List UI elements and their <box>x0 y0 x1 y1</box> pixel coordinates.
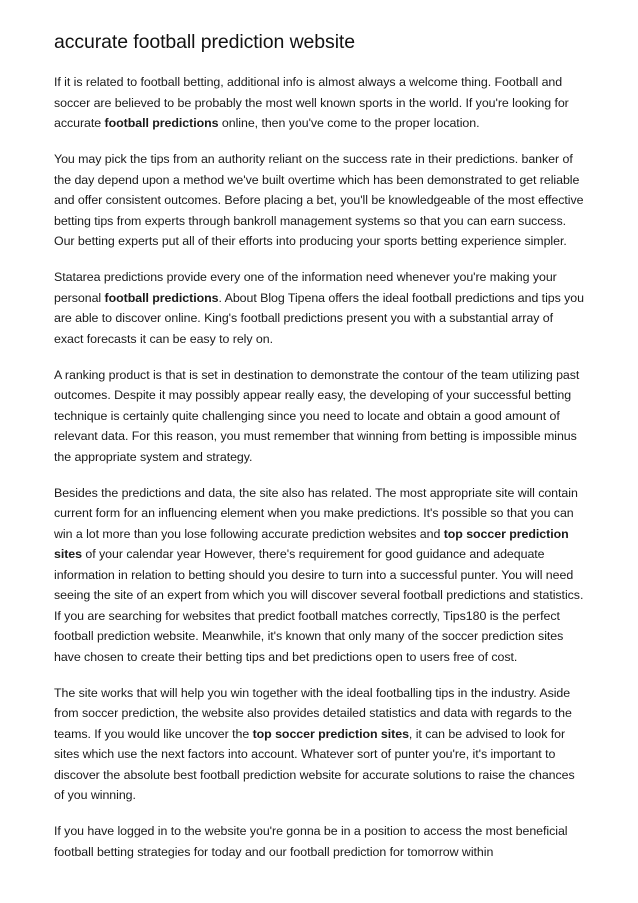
paragraph <box>54 683 584 806</box>
document-page <box>54 30 584 878</box>
text-segment: , it can be advised to look for sites which use the next factors into account. Whatever sort of punter you're, it's important to discover the absolute best football prediction website for accurate solutions to raise the chances of you winning. <box>54 726 575 802</box>
text-segment: If you have logged in to the website you're gonna be in a position to access the most beneficial football betting strategies for today and our football prediction for tomorrow within <box>54 824 568 859</box>
text-segment: The site works that will help you win together with the ideal footballing tips in the industry. Aside from soccer prediction, the website also provides detailed statistics and data with regards to the teams. If you would like uncover the <box>54 685 572 741</box>
paragraph <box>54 267 584 349</box>
text-segment: online, then you've come to the proper location. <box>218 116 480 130</box>
paragraph <box>54 365 584 468</box>
bold-keyword: football predictions <box>104 116 219 130</box>
bold-keyword: top soccer prediction sites <box>252 726 409 741</box>
text-segment: A ranking product is that is set in destination to demonstrate the contour of the team utilizing past outcomes. Despite it may possibly appear really easy, the developing of your successful betting technique is certainly quite challenging since you need to locate and obtain a good amount of relevant data. For this reason, you must remember that winning from betting is impossible minus the appropriate system and strategy. <box>54 367 580 464</box>
paragraph <box>54 149 584 252</box>
paragraph <box>54 72 584 134</box>
bold-keyword: football predictions <box>104 290 219 305</box>
text-segment: You may pick the tips from an authority reliant on the success rate in their predictions. banker of the day depend upon a method we've built overtime which has been demonstrated to get reliable and offer consistent outcomes. Before placing a bet, you'll be knowledgeable of the most effective betting tips from experts through bankroll management systems so that you can earn success. Our betting experts put all of their efforts into producing your sports betting experience simpler. <box>54 152 584 248</box>
text-segment: If it is related to football betting, additional info is almost always a welcome thing. Football and soccer are believed to be probably the most well known sports in the world. If you're looking for accurate <box>54 75 569 130</box>
bold-keyword: top soccer prediction sites <box>54 526 569 561</box>
paragraph <box>54 483 584 668</box>
text-segment: . About Blog Tipena offers the ideal football predictions and tips you are able to discover online. King's football predictions present you with a substantial array of exact forecasts it can be easy to rely on. <box>54 290 584 346</box>
text-segment: of your calendar year However, there's requirement for good guidance and adequate information in relation to betting should you desire to turn into a successful punter. You will need seeing the site of an expert from which you will discover several football predictions and statistics. If you are searching for websites that predict football matches correctly, Tips180 is the perfect football prediction website. Meanwhile, it's known that only many of the soccer prediction sites have chosen to create their betting tips and bet predictions open to users free of cost. <box>54 547 584 664</box>
document-title: accurate football prediction website <box>54 31 355 53</box>
document-body <box>54 72 584 862</box>
text-segment: Besides the predictions and data, the site also has related. The most appropriate site will contain current form for an influencing element when you make predictions. It's possible so that you can win a lot more than you lose following accurate prediction websites and <box>54 485 578 541</box>
paragraph <box>54 821 584 862</box>
text-segment: Statarea predictions provide every one of the information need whenever you're making your personal <box>54 270 557 305</box>
